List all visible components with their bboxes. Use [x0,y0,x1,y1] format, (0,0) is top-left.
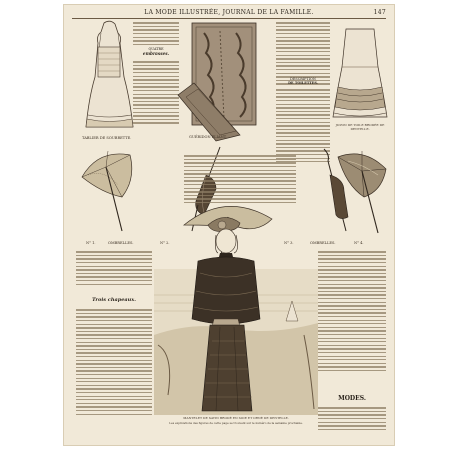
text-column-lower-right [318,249,386,373]
heading-embrasses: embrasses. [142,51,170,56]
caption-u3-label: OMBRELLES. [310,241,336,245]
caption-jupon: JUPON DE TOILE BRODÉE DE DENTELLE. [335,123,385,131]
heading-toilettes: DE TOILETTES. [288,81,318,85]
text-column-lower-left-2 [76,307,152,417]
gueridon-illustration [176,23,268,141]
caption-main-2: Les explications des figures de cette page se trouvent sur le numéro de la semaine prochaine. [169,421,303,425]
caption-u3: N° 3. [284,241,294,245]
caption-u2: N° 2. [160,241,170,245]
heading-modes: MODES. [338,395,366,402]
text-column-top-left-2 [133,59,179,126]
woman-parasol-illustration [154,195,318,415]
caption-u1-label: OMBRELLES. [108,241,134,245]
apron-illustration [84,19,134,134]
heading-trois-chapeaux: Trois chapeaux. [92,297,136,303]
caption-gueridon: GUÉRIDON PLIANT. [189,135,227,139]
header-title: LA MODE ILLUSTRÉE, JOURNAL DE LA FAMILLE. [144,9,314,16]
heading-quatre: QUATRE [148,47,164,51]
parasol-1-illustration [78,145,138,235]
caption-main-1: MANTELET DE SATIN BRODÉ EN SOIE ET ORNÉ DE DENTELLE. [183,416,289,420]
heading-description: DESCRIPTION [290,77,316,81]
text-column-top-left [133,20,179,47]
text-column-lower-left [76,249,152,287]
parasol-4-illustration [334,145,390,237]
jupon-illustration [332,27,388,123]
caption-apron: TABLIER DE SOUBRETTE. [82,136,132,140]
page-number: 147 [373,9,386,16]
caption-u1: N° 1. [86,241,96,245]
magazine-page [64,5,394,445]
caption-u4: N° 4. [354,241,364,245]
text-column-modes [318,405,386,432]
